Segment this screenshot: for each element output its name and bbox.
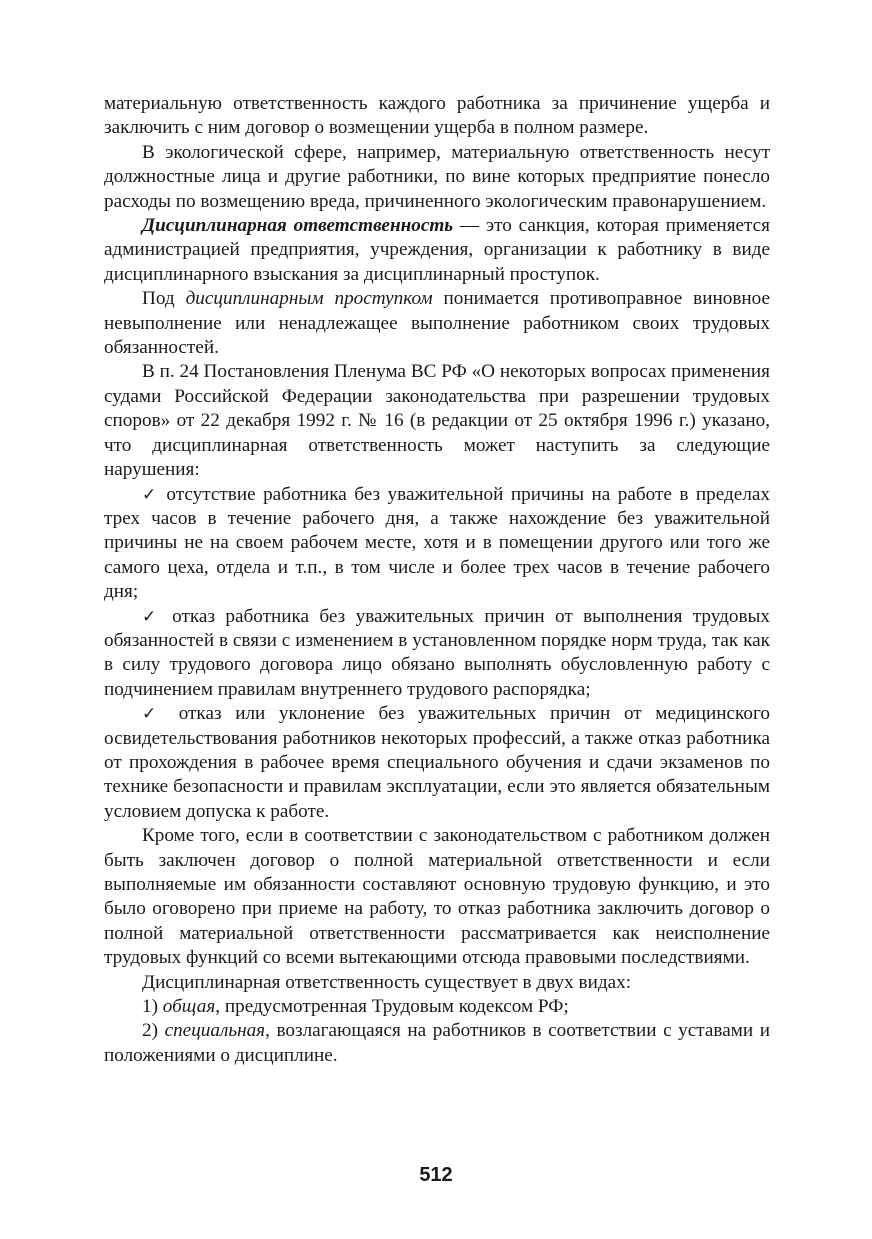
page-number: 512 <box>419 1164 453 1186</box>
term-disciplinary-misconduct: дисциплинарным проступком <box>185 288 433 310</box>
checklist-item-text: отказ работника без уважительных причин от выполнения трудовых обязанностей в связи с изменением в установленном порядке норм труда, так как в силу трудового договора лицо обязано выполнять обусловленную работу с подчинением правилам внутреннего трудового распорядка; <box>104 605 771 700</box>
paragraph-plenum-resolution: В п. 24 Постановления Пленума ВС РФ «О некоторых вопросах применения судами Российской Федерации законодательства при разрешении трудовых споров» от 22 декабря 1992 г. № 16 (в редакции от 25 октября 1996 г.) указано, что дисциплинарная ответственность может наступить за следующие нарушения: <box>104 361 770 481</box>
type-term: специальная <box>164 1020 266 1042</box>
checklist-item <box>104 605 770 703</box>
type-text: , предусмотренная Трудовым кодексом РФ; <box>215 996 569 1018</box>
lead-text: Под <box>142 288 186 310</box>
paragraph-misconduct-definition <box>104 287 770 360</box>
paragraph-two-types: Дисциплинарная ответственность существует в двух видах: <box>142 971 632 993</box>
page-body <box>104 92 770 1068</box>
checklist-item-text: отказ или уклонение без уважительных причин от медицинского освидетельствования работников некоторых профессий, а также отказ работника от прохождения в рабочее время специального обучения и сдачи экзаменов по технике безопасности и правилам эксплуатации, если это является обязательным условием допуска к работе. <box>104 703 770 822</box>
type-text: , возлагающаяся на работников в соответствии с уставами и положениями о дисциплине. <box>104 1020 770 1066</box>
definition-text: — это санкция, которая применяется администрацией предприятия, учреждения, организации к работнику в виде дисциплинарного взыскания за дисциплинарный проступок. <box>104 215 770 285</box>
definition-text: понимается противоправное виновное невыполнение или ненадлежащее выполнение работником своих трудовых обязанностей. <box>104 288 770 359</box>
paragraph-disciplinary-definition <box>104 214 770 287</box>
checkmark-icon: ✓ <box>142 606 162 627</box>
type-number: 1) <box>142 996 163 1018</box>
term-disciplinary-responsibility: Дисциплинарная ответственность <box>142 215 454 237</box>
paragraph-full-liability: Кроме того, если в соответствии с законодательством с работником должен быть заключен договор о полной материальной ответственности и если выполняемые им обязанности составляют основную трудовую функцию, и это было оговорено при приеме на работу, то отказ работника заключить договор о полной материальной ответственности рассматривается как неисполнение трудовых функций со всеми вытекающими отсюда правовыми последствиями. <box>104 825 770 969</box>
type-number: 2) <box>142 1020 165 1042</box>
checklist-item-text: отсутствие работника без уважительной причины на работе в пределах трех часов в течение рабочего дня, а также нахождение без уважительной причины не на своем рабочем месте, хотя и в помещении другого или того же самого цеха, отдела и т.п., в том числе и более трех часов в течение рабочего дня; <box>104 483 771 603</box>
type-term: общая <box>162 996 216 1018</box>
checkmark-icon: ✓ <box>142 484 159 505</box>
checklist-item <box>104 483 770 605</box>
type-list-item <box>104 1019 770 1068</box>
checkmark-icon: ✓ <box>142 704 166 725</box>
paragraph-continuation: материальную ответственность каждого работника за причинение ущерба и заключить с ним договор о возмещении ущерба в полном размере. <box>104 93 770 139</box>
type-list-item <box>104 995 770 1019</box>
checklist-item <box>104 702 770 824</box>
paragraph-ecological: В экологической сфере, например, материальную ответственность несут должностные лица и другие работники, по вине которых предприятие понесло расходы по возмещению вреда, причиненного экологическим правонарушением. <box>104 141 770 212</box>
